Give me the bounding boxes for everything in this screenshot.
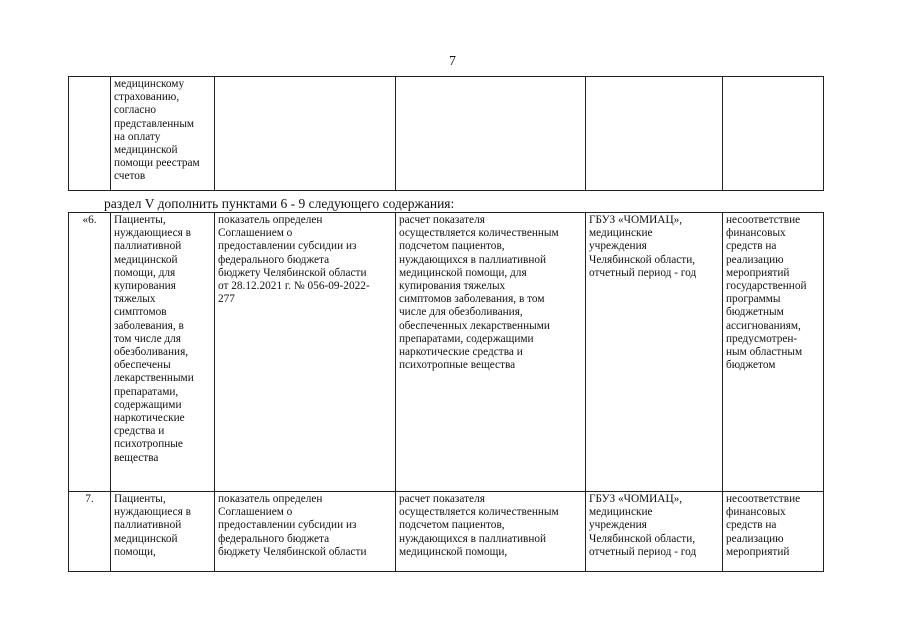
row-source: ГБУЗ «ЧОМИАЦ», медицинские учреждения Челябинской области, отчетный период - год [589,214,697,279]
row-name: Пациенты, нуждающиеся в паллиативной медицинской помощи, для купирования тяжелых симптомов заболевания, в том числе для обезболивания, обеспечены лекарственными препаратами, содержащими наркотические средства и психотропные вещества [114,214,194,464]
table-cell-risk [723,77,824,191]
table-cell-num [69,77,111,191]
row-indicator: показатель определен Соглашением о предоставлении субсидии из федерального бюджета бюджету Челябинской области [218,493,367,558]
row-calc: расчет показателя осуществляется количественным подсчетом пациентов, нуждающихся в паллиативной медицинской помощи, [399,493,559,558]
row-risk: несоответствие финансовых средств на реализацию мероприятий [726,493,801,558]
row-number: 7. [69,492,111,572]
row-number: «6. [69,213,111,492]
row-source: ГБУЗ «ЧОМИАЦ», медицинские учреждения Челябинской области, отчетный период - год [589,493,697,558]
table-cell-name [111,77,215,191]
table-row [69,77,824,191]
row-name: Пациенты, нуждающиеся в паллиативной медицинской помощи, [114,493,191,558]
table-row [69,213,824,492]
row-indicator: показатель определен Соглашением о предоставлении субсидии из федерального бюджета бюджету Челябинской области от 28.12.2021 г. № 056-09-2022- 277 [218,214,370,306]
row-calc: расчет показателя осуществляется количественным подсчетом пациентов, нуждающихся в паллиативной медицинской помощи, для купирования тяжелых симптомов заболевания, в том числе для обезболивания, обеспеченных лекарственными препаратами, содержащими наркотические средства и психотропные вещества [399,214,559,372]
row-risk: несоответствие финансовых средств на реализацию мероприятий государственной программы бюджетным ассигнованиям, предусмотрен- ным областным бюджетом [726,214,807,372]
table-cell-source [586,77,723,191]
table-cell-indicator [215,77,396,191]
table-cell-calc [396,77,586,191]
page-number: 7 [449,54,456,69]
continued-table [68,76,824,191]
table-row [69,492,824,572]
indicators-table [68,212,824,572]
section-note: раздел V дополнить пунктами 6 - 9 следующего содержания: [104,196,455,211]
row-text: медицинскому страхованию, согласно представленным на оплату медицинской помощи реестрам счетов [114,78,200,183]
